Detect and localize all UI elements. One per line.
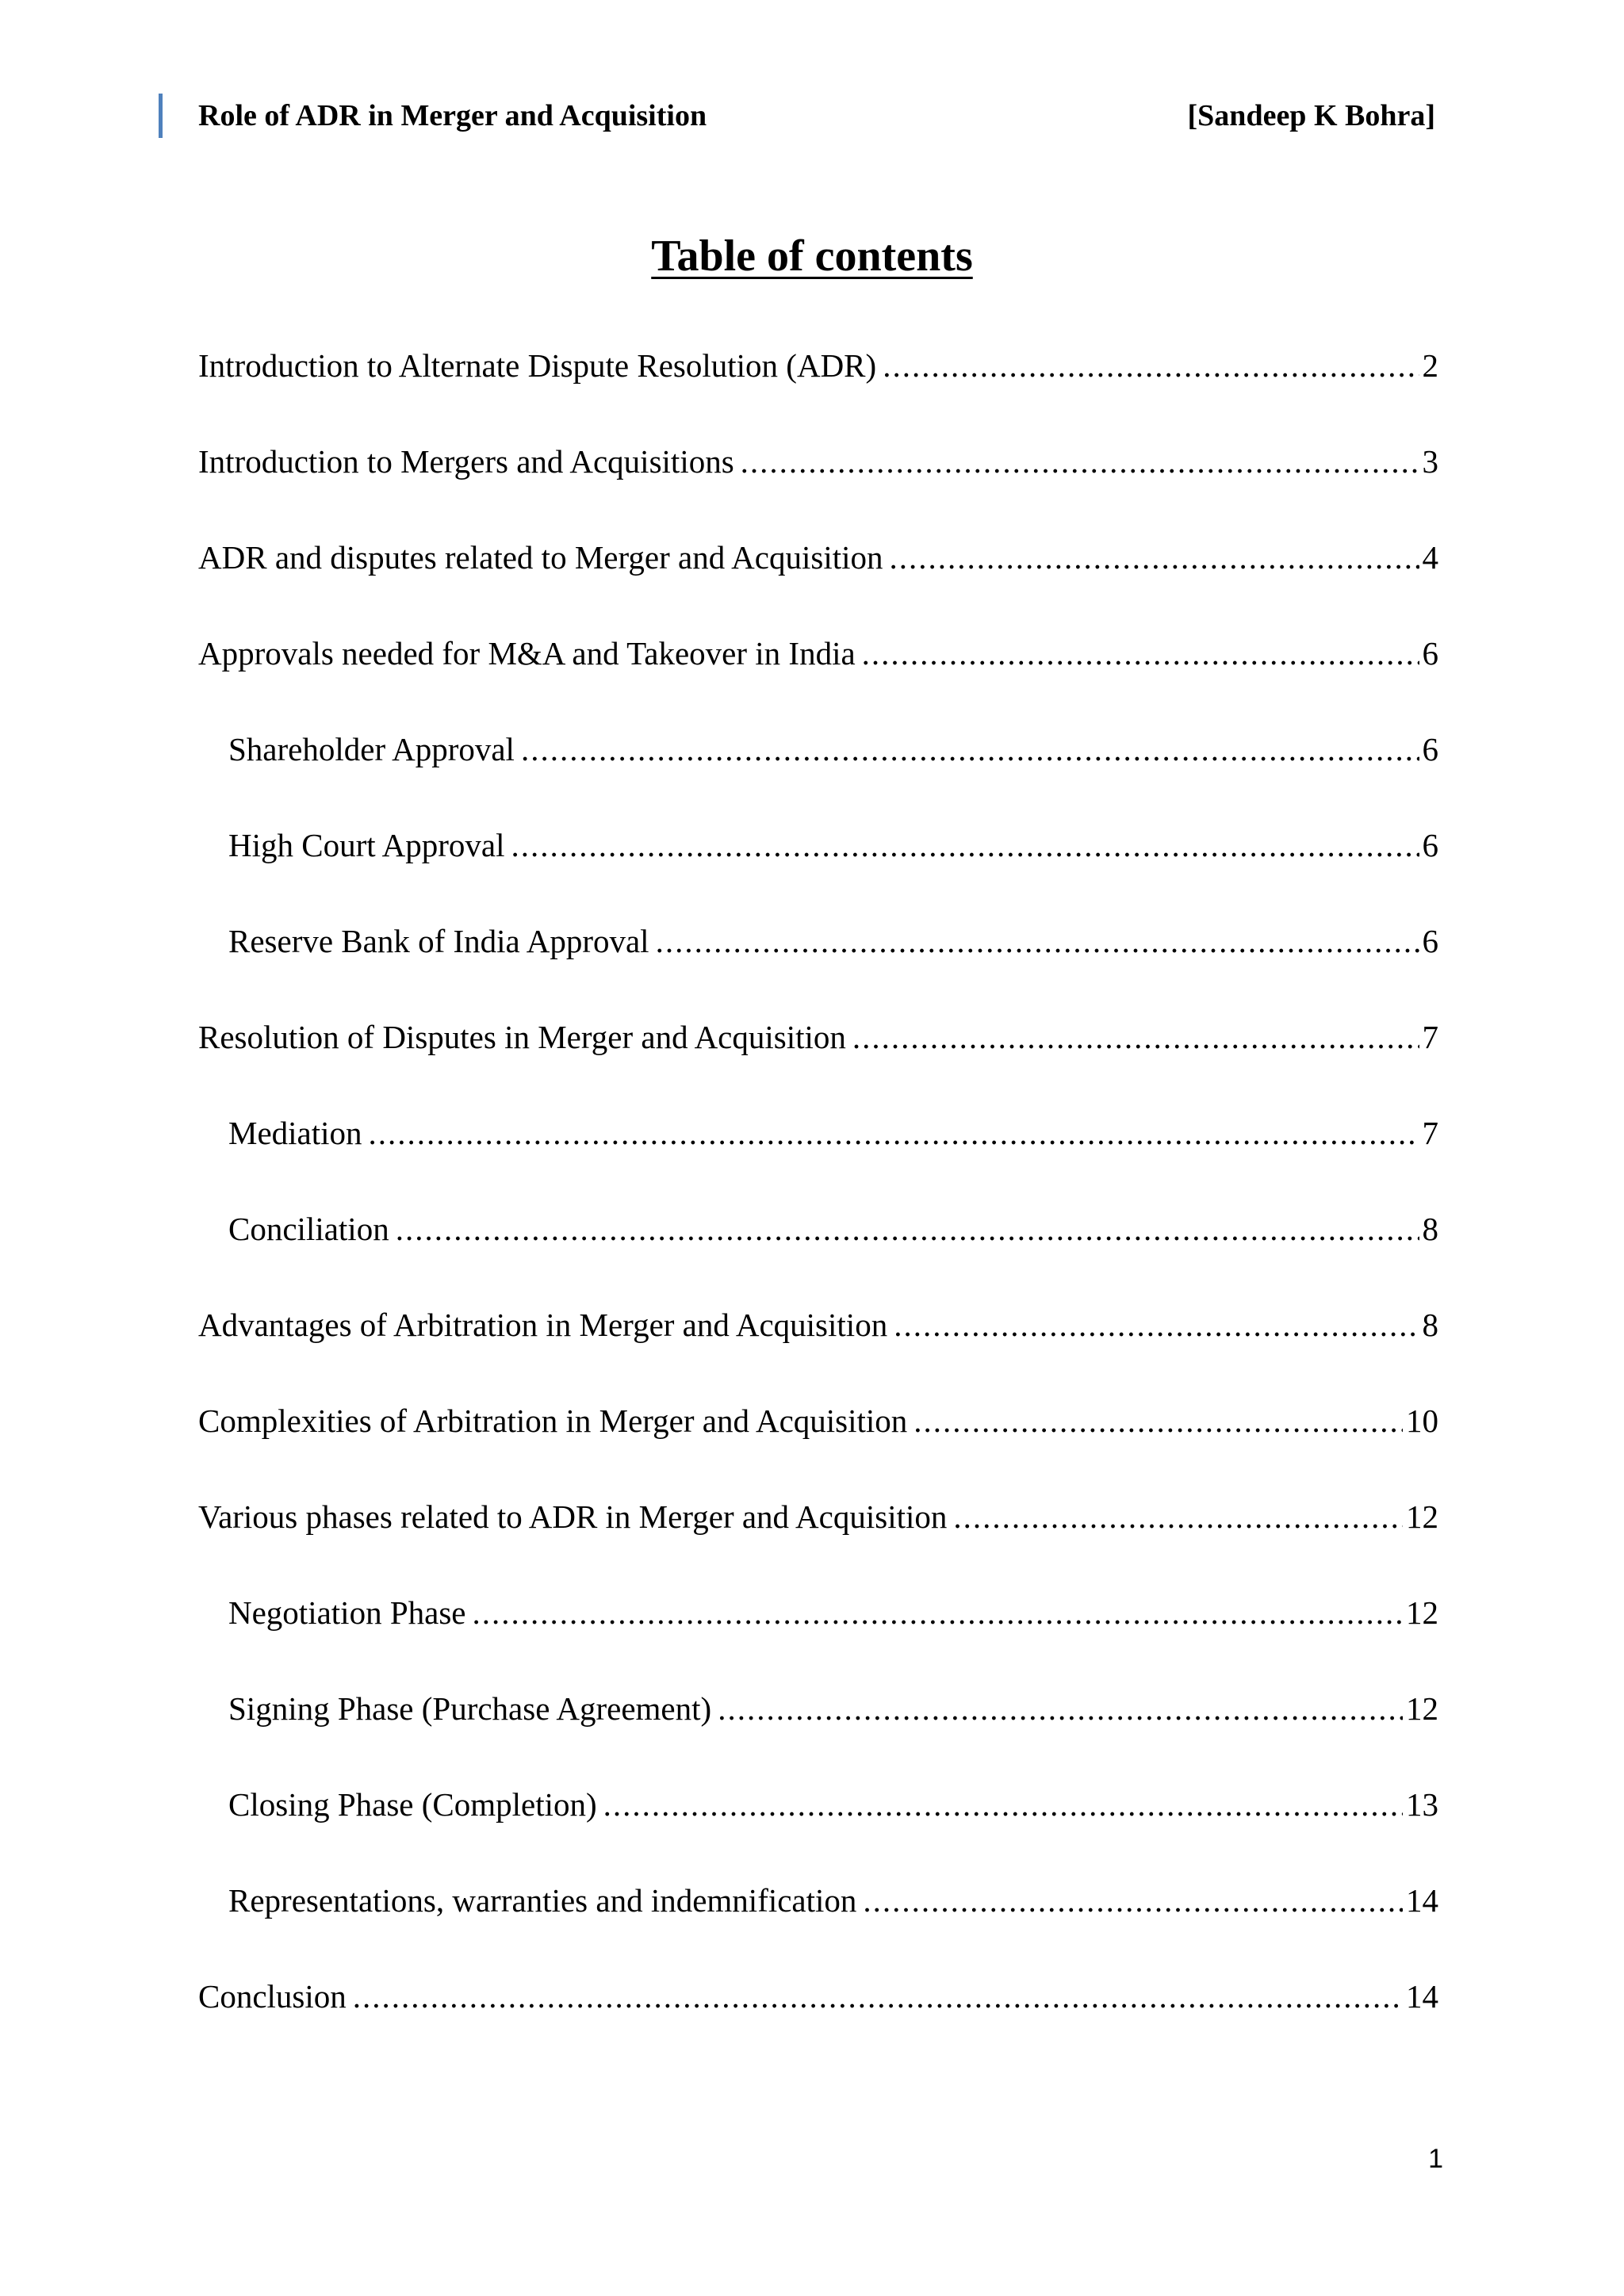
toc-entry-page: 12 xyxy=(1406,1594,1438,1631)
toc-dot-leader xyxy=(353,1973,1403,2019)
toc-entry-page: 14 xyxy=(1406,1882,1438,1919)
toc-entry-link[interactable] xyxy=(228,1206,1438,1252)
toc-list xyxy=(198,342,1438,2069)
page-header xyxy=(159,94,1435,138)
toc-entry-link[interactable] xyxy=(228,1877,1438,1923)
page-number: 1 xyxy=(1428,2144,1443,2174)
toc-dot-leader xyxy=(521,726,1419,772)
toc-entry-page: 7 xyxy=(1422,1019,1438,1055)
toc-entry-page: 7 xyxy=(1422,1115,1438,1151)
toc-entry-page: 14 xyxy=(1406,1978,1438,2015)
toc-entry xyxy=(198,534,1438,630)
toc-entry-page: 12 xyxy=(1406,1498,1438,1535)
toc-entry-link[interactable] xyxy=(198,438,1438,484)
toc-entry-link[interactable] xyxy=(198,1302,1438,1348)
toc-entry xyxy=(198,1686,1438,1781)
toc-entry-link[interactable] xyxy=(198,1973,1438,2019)
toc-entry-page: 13 xyxy=(1406,1786,1438,1823)
toc-entry-title: Conciliation xyxy=(228,1211,389,1247)
toc-entry-link[interactable] xyxy=(198,342,1438,388)
toc-entry-link[interactable] xyxy=(228,726,1438,772)
toc-entry xyxy=(198,1110,1438,1206)
toc-entry-link[interactable] xyxy=(198,630,1438,676)
toc-entry xyxy=(198,1973,1438,2069)
toc-entry-link[interactable] xyxy=(228,822,1438,868)
toc-dot-leader xyxy=(894,1302,1419,1348)
toc-entry xyxy=(198,1014,1438,1110)
toc-dot-leader xyxy=(953,1494,1403,1540)
toc-entry-title: Negotiation Phase xyxy=(228,1594,466,1631)
toc-entry-title: Various phases related to ADR in Merger and Acquisition xyxy=(198,1498,948,1535)
toc-dot-leader xyxy=(472,1590,1403,1636)
toc-dot-leader xyxy=(511,822,1419,868)
header-accent-bar xyxy=(159,94,163,138)
toc-entry-link[interactable] xyxy=(228,1110,1438,1156)
toc-entry-page: 8 xyxy=(1422,1211,1438,1247)
toc-dot-leader xyxy=(656,918,1419,964)
toc-entry xyxy=(198,1206,1438,1302)
toc-entry-title: Representations, warranties and indemnification xyxy=(228,1882,857,1919)
toc-dot-leader xyxy=(396,1206,1419,1252)
toc-entry xyxy=(198,630,1438,726)
toc-entry-title: ADR and disputes related to Merger and Acquisition xyxy=(198,539,883,576)
toc-entry-page: 6 xyxy=(1422,827,1438,863)
toc-entry-page: 12 xyxy=(1406,1690,1438,1727)
toc-heading: Table of contents xyxy=(651,232,973,281)
toc-entry-page: 2 xyxy=(1422,347,1438,384)
toc-entry xyxy=(198,1494,1438,1590)
toc-entry xyxy=(198,822,1438,918)
toc-entry-page: 3 xyxy=(1422,443,1438,480)
toc-entry-title: Closing Phase (Completion) xyxy=(228,1786,597,1823)
toc-dot-leader xyxy=(862,630,1419,676)
toc-dot-leader xyxy=(369,1110,1419,1156)
toc-dot-leader xyxy=(914,1398,1403,1444)
toc-dot-leader xyxy=(603,1781,1403,1827)
toc-entry-title: Signing Phase (Purchase Agreement) xyxy=(228,1690,712,1727)
toc-entry-link[interactable] xyxy=(198,1494,1438,1540)
toc-dot-leader xyxy=(890,534,1419,580)
toc-entry-title: Reserve Bank of India Approval xyxy=(228,923,649,959)
toc-entry xyxy=(198,1590,1438,1686)
toc-entry-title: Conclusion xyxy=(198,1978,347,2015)
toc-dot-leader xyxy=(852,1014,1419,1060)
toc-dot-leader xyxy=(883,342,1419,388)
toc-entry-title: Resolution of Disputes in Merger and Acquisition xyxy=(198,1019,846,1055)
toc-entry xyxy=(198,918,1438,1014)
toc-entry-page: 4 xyxy=(1422,539,1438,576)
toc-entry-page: 6 xyxy=(1422,731,1438,767)
toc-entry-page: 10 xyxy=(1406,1402,1438,1439)
toc-dot-leader xyxy=(718,1686,1403,1732)
toc-entry-page: 8 xyxy=(1422,1307,1438,1343)
toc-entry xyxy=(198,1302,1438,1398)
toc-entry-title: Advantages of Arbitration in Merger and Acquisition xyxy=(198,1307,888,1343)
toc-entry-title: High Court Approval xyxy=(228,827,505,863)
toc-entry-title: Introduction to Alternate Dispute Resolution (ADR) xyxy=(198,347,877,384)
toc-entry-page: 6 xyxy=(1422,635,1438,672)
toc-entry-link[interactable] xyxy=(228,918,1438,964)
toc-entry-title: Approvals needed for M&A and Takeover in India xyxy=(198,635,856,672)
toc-entry xyxy=(198,1877,1438,1973)
document-title: Role of ADR in Merger and Acquisition xyxy=(198,99,707,132)
toc-entry-page: 6 xyxy=(1422,923,1438,959)
toc-entry xyxy=(198,1398,1438,1494)
toc-entry-link[interactable] xyxy=(198,534,1438,580)
toc-entry xyxy=(198,726,1438,822)
toc-entry-link[interactable] xyxy=(198,1014,1438,1060)
toc-entry-title: Shareholder Approval xyxy=(228,731,515,767)
toc-entry-link[interactable] xyxy=(228,1686,1438,1732)
toc-entry-title: Introduction to Mergers and Acquisitions xyxy=(198,443,734,480)
document-author: [Sandeep K Bohra] xyxy=(1187,99,1435,132)
toc-entry xyxy=(198,1781,1438,1877)
toc-entry-link[interactable] xyxy=(228,1781,1438,1827)
toc-entry xyxy=(198,438,1438,534)
toc-entry xyxy=(198,342,1438,438)
toc-entry-title: Complexities of Arbitration in Merger and Acquisition xyxy=(198,1402,908,1439)
toc-dot-leader xyxy=(863,1877,1403,1923)
toc-dot-leader xyxy=(741,438,1419,484)
toc-entry-link[interactable] xyxy=(228,1590,1438,1636)
toc-entry-link[interactable] xyxy=(198,1398,1438,1444)
toc-entry-title: Mediation xyxy=(228,1115,362,1151)
